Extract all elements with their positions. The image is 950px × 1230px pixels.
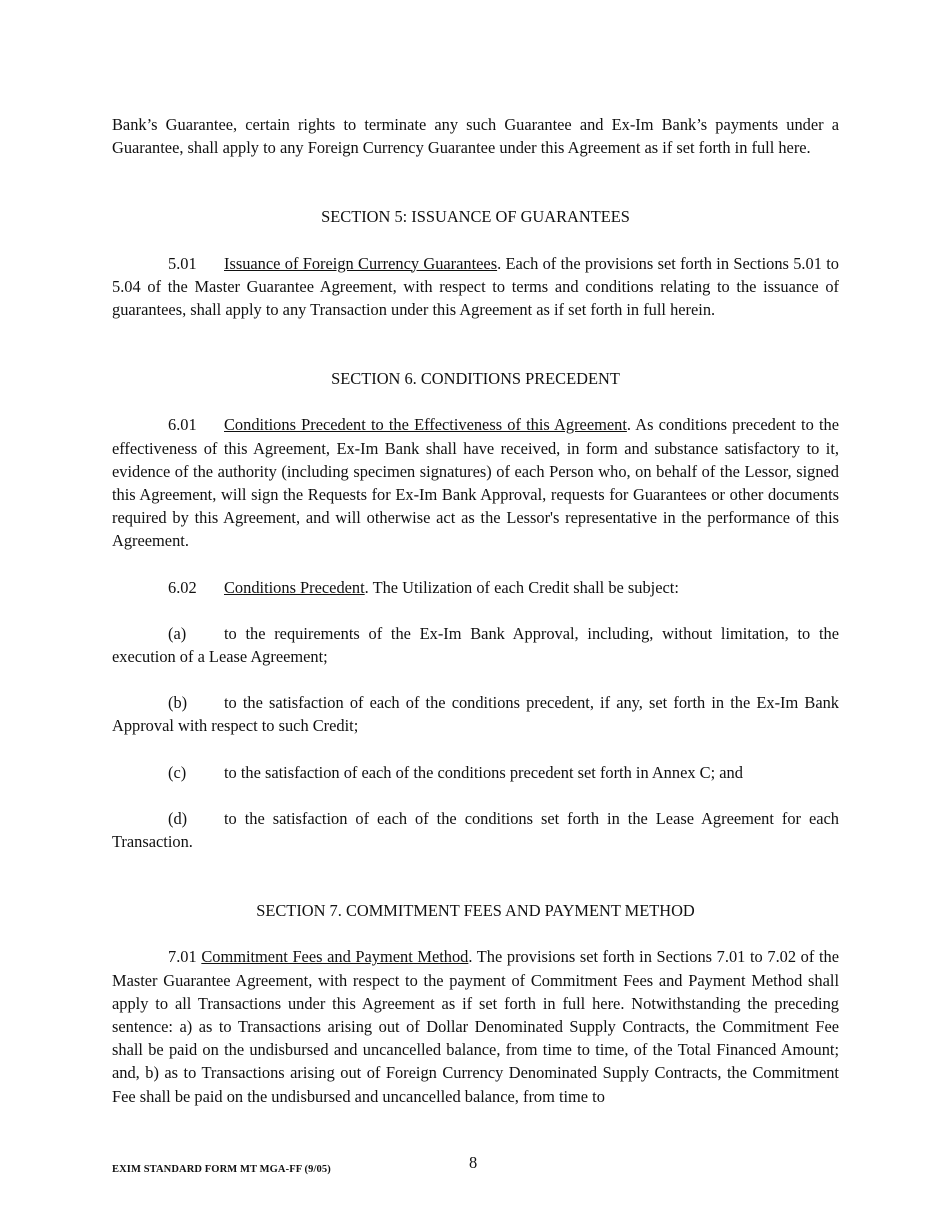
page-number: 8 bbox=[469, 1153, 478, 1172]
list-item-a-text: to the requirements of the Ex-Im Bank Approval, including, without limitation, to the execution of a Lease Agreement; bbox=[112, 623, 839, 667]
intro-paragraph: Bank’s Guarantee, certain rights to terminate any such Guarantee and Ex-Im Bank’s payments under a Guarantee, shall apply to any Foreign Currency Guarantee under this Agreement as if set forth in full here. bbox=[112, 115, 839, 158]
list-item-a-label: (a) bbox=[168, 623, 187, 643]
paragraph-6-02 bbox=[112, 576, 839, 599]
paragraph-6-01-text: . As conditions precedent to the effectiveness of this Agreement, Ex-Im Bank shall have received, in form and substance satisfactory to it, evidence of the authority (including specimen signatures) of each Person who, on behalf of the Lessor, signed this Agreement, will sign the Requests for Ex-Im Bank Approval, requests for Guarantees or other documents required by this Agreement, and will otherwise act as the Lessor's representative in the performance of this Agreement. bbox=[112, 415, 839, 551]
paragraph-5-01-number: 5.01 bbox=[168, 253, 197, 273]
paragraph-6-01-title: Conditions Precedent to the Effectiveness of this Agreement bbox=[224, 415, 627, 435]
list-item-c-text: to the satisfaction of each of the conditions precedent set forth in Annex C; and bbox=[224, 762, 743, 782]
paragraph-7-01 bbox=[112, 945, 839, 1107]
paragraph-6-02-text: . The Utilization of each Credit shall be subject: bbox=[364, 577, 679, 597]
document-body bbox=[112, 113, 839, 1108]
section-6-heading: SECTION 6. CONDITIONS PRECEDENT bbox=[331, 369, 620, 389]
paragraph-7-01-number: 7.01 bbox=[168, 947, 197, 967]
paragraph-7-01-title: Commitment Fees and Payment Method bbox=[201, 947, 469, 967]
list-item-b-label: (b) bbox=[168, 693, 188, 713]
footer-form-label: EXIM STANDARD FORM MT MGA-FF (9/05) bbox=[112, 1164, 331, 1175]
list-item-d-label: (d) bbox=[168, 808, 188, 828]
list-item-d bbox=[112, 807, 839, 853]
paragraph-7-01-text: . The provisions set forth in Sections 7.01 to 7.02 of the Master Guarantee Agreement, with respect to the payment of Commitment Fees and Payment Method shall apply to all Transactions under this Agreement as if set forth in full here. Notwithstanding the preceding sentence: a) as to Transactions arising out of Dollar Denominated Supply Contracts, the Commitment Fee shall be paid on the undisbursed and uncancelled balance, from time to time, of the Total Financed Amount; and, b) as to Transactions arising out of Foreign Currency Denominated Supply Contracts, the Commitment Fee shall be paid on the undisbursed and uncancelled balance, from time to bbox=[112, 947, 839, 1106]
list-item-b bbox=[112, 691, 839, 737]
paragraph-5-01-text: . Each of the provisions set forth in Sections 5.01 to 5.04 of the Master Guarantee Agreement, with respect to terms and conditions relating to the issuance of guarantees, shall apply to any Transaction under this Agreement as if set forth in full herein. bbox=[112, 253, 839, 320]
list-item-c-label: (c) bbox=[168, 762, 187, 782]
section-5-heading: SECTION 5: ISSUANCE OF GUARANTEES bbox=[321, 207, 630, 227]
section-7-heading: SECTION 7. COMMITMENT FEES AND PAYMENT METHOD bbox=[256, 901, 695, 921]
paragraph-6-01 bbox=[112, 413, 839, 552]
list-item-b-text: to the satisfaction of each of the conditions precedent, if any, set forth in the Ex-Im Bank Approval with respect to such Credit; bbox=[112, 693, 839, 736]
paragraph-5-01 bbox=[112, 252, 839, 322]
paragraph-5-01-title: Issuance of Foreign Currency Guarantees bbox=[224, 253, 498, 273]
list-item-c bbox=[112, 761, 839, 784]
paragraph-6-01-number: 6.01 bbox=[168, 415, 197, 435]
paragraph-6-02-number: 6.02 bbox=[168, 577, 197, 597]
paragraph-6-02-title: Conditions Precedent bbox=[224, 577, 365, 597]
list-item-d-text: to the satisfaction of each of the conditions set forth in the Lease Agreement for each Transaction. bbox=[112, 808, 839, 852]
list-item-a bbox=[112, 622, 839, 668]
